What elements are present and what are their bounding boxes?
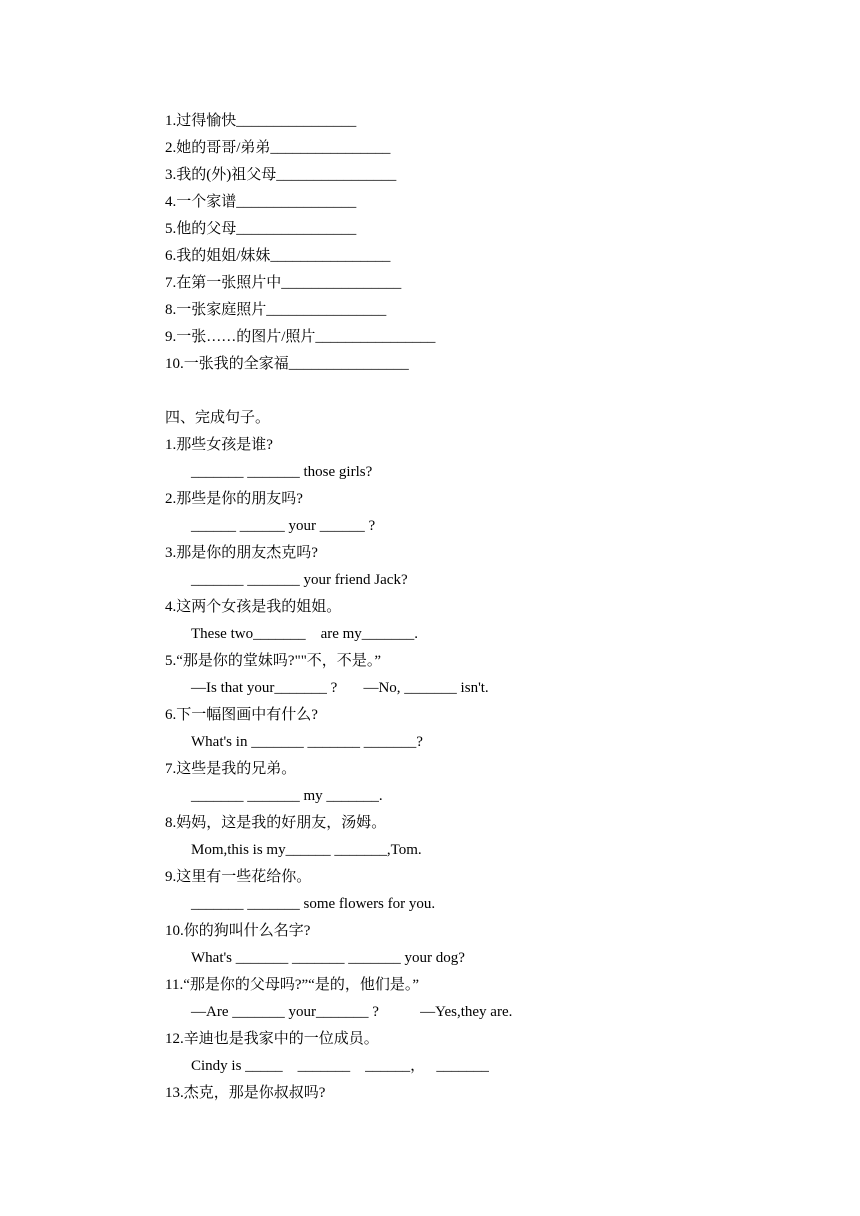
- sentence-chinese: 9.这里有一些花给你。: [165, 869, 312, 885]
- sentence-english-blank: What's _______ _______ _______ your dog?: [191, 950, 465, 966]
- vocab-item: 6.我的姐姐/妹妹________________: [165, 248, 391, 264]
- vocab-item: 2.她的哥哥/弟弟________________: [165, 140, 391, 156]
- sentence-list: [165, 432, 805, 1107]
- vocab-item: 3.我的(外)祖父母________________: [165, 167, 397, 183]
- sentence-chinese: 11.“那是你的父母吗?”“是的，他们是。”: [165, 977, 419, 993]
- sentence-chinese: 8.妈妈，这是我的好朋友，汤姆。: [165, 815, 387, 831]
- sentence-item: [165, 1026, 805, 1080]
- sentence-item: [165, 864, 805, 918]
- sentence-english-blank: —Is that your_______ ? —No, _______ isn't.: [191, 680, 489, 696]
- sentence-item: [165, 810, 805, 864]
- sentence-chinese: 2.那些是你的朋友吗?: [165, 491, 303, 507]
- vocab-item: 8.一张家庭照片________________: [165, 302, 387, 318]
- sentence-english-blank: _______ _______ some flowers for you.: [191, 896, 436, 912]
- sentence-item: [165, 648, 805, 702]
- sentence-item: [165, 1080, 805, 1107]
- sentence-english-blank: ______ ______ your ______ ?: [191, 518, 376, 534]
- sentence-chinese: 13.杰克，那是你叔叔吗?: [165, 1085, 326, 1101]
- vocab-item: 9.一张……的图片/照片________________: [165, 329, 436, 345]
- vocab-item: 1.过得愉快________________: [165, 113, 357, 129]
- sentence-item: [165, 540, 805, 594]
- vocab-list: [165, 108, 805, 378]
- sentence-english-blank: Cindy is _____ _______ ______， _______: [191, 1058, 489, 1074]
- sentence-chinese: 12.辛迪也是我家中的一位成员。: [165, 1031, 379, 1047]
- vocab-item: 10.一张我的全家福________________: [165, 356, 409, 372]
- sentence-chinese: 7.这些是我的兄弟。: [165, 761, 297, 777]
- sentence-chinese: 4.这两个女孩是我的姐姐。: [165, 599, 342, 615]
- sentence-english-blank: Mom,this is my______ _______,Tom.: [191, 842, 422, 858]
- section-title: 四、完成句子。: [165, 410, 271, 426]
- sentence-english-blank: _______ _______ your friend Jack?: [191, 572, 408, 588]
- sentence-english-blank: —Are _______ your_______ ? —Yes,they are.: [191, 1004, 513, 1020]
- sentence-item: [165, 702, 805, 756]
- worksheet-page: [165, 108, 805, 1107]
- sentence-item: [165, 594, 805, 648]
- vocab-item: 4.一个家谱________________: [165, 194, 357, 210]
- sentence-chinese: 1.那些女孩是谁?: [165, 437, 273, 453]
- sentence-item: [165, 432, 805, 486]
- sentence-chinese: 10.你的狗叫什么名字?: [165, 923, 311, 939]
- vocab-item: 5.他的父母________________: [165, 221, 357, 237]
- sentence-english-blank: These two_______ are my_______.: [191, 626, 419, 642]
- sentence-english-blank: _______ _______ those girls?: [191, 464, 373, 480]
- sentence-item: [165, 972, 805, 1026]
- sentence-english-blank: What's in _______ _______ _______?: [191, 734, 423, 750]
- sentence-item: [165, 756, 805, 810]
- sentence-chinese: 5.“那是你的堂妹吗?""不，不是。”: [165, 653, 381, 669]
- sentence-chinese: 3.那是你的朋友杰克吗?: [165, 545, 318, 561]
- spacer: [165, 378, 805, 405]
- sentence-chinese: 6.下一幅图画中有什么?: [165, 707, 318, 723]
- sentence-english-blank: _______ _______ my _______.: [191, 788, 383, 804]
- sentence-item: [165, 918, 805, 972]
- sentence-item: [165, 486, 805, 540]
- vocab-item: 7.在第一张照片中________________: [165, 275, 402, 291]
